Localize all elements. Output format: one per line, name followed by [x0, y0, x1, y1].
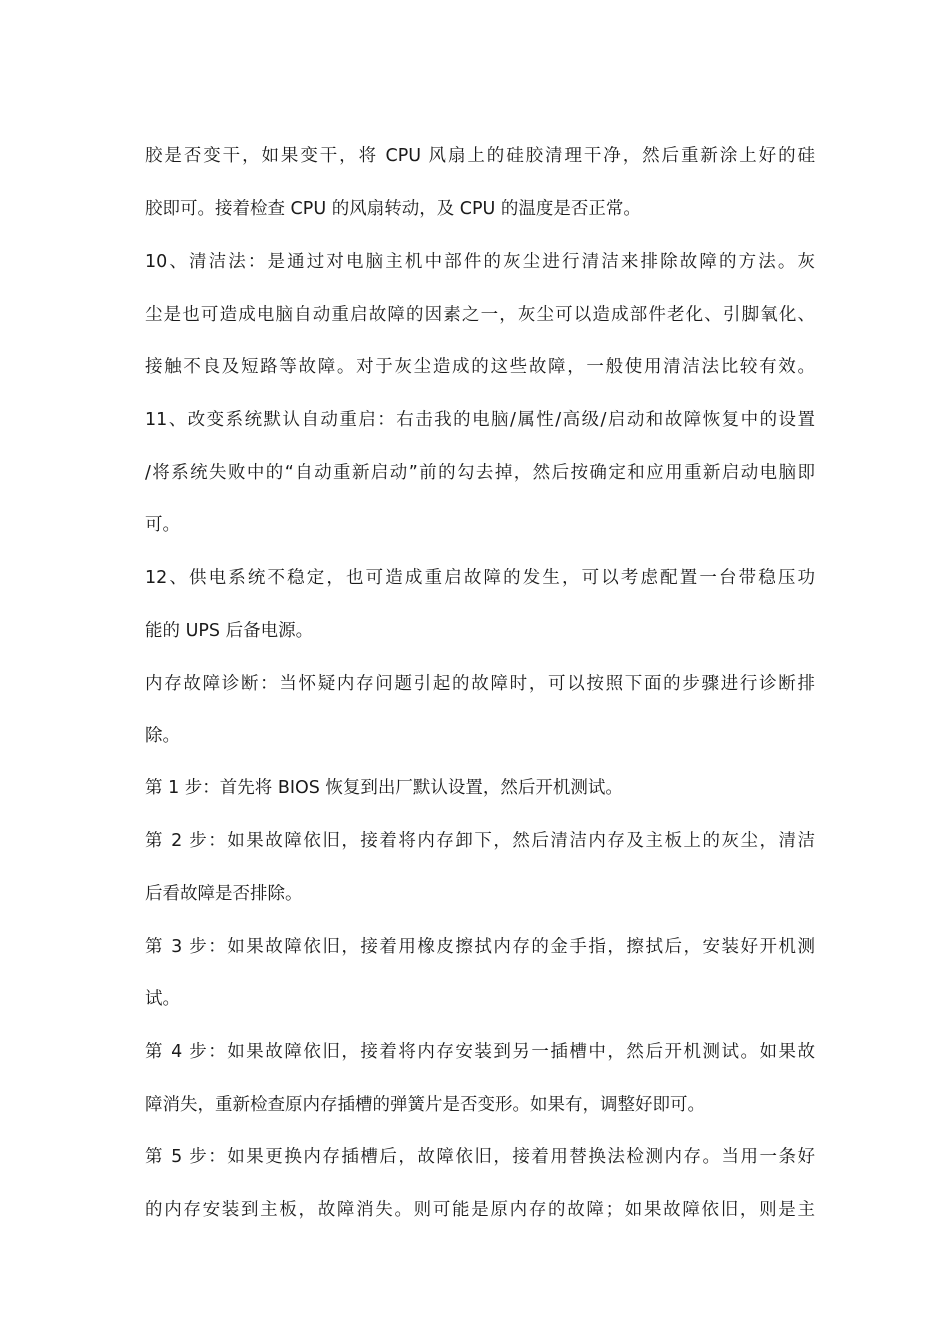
- text-line: 试。: [145, 989, 180, 1009]
- text-line: 障消失，重新检查原内存插槽的弹簧片是否变形。如果有，调整好即可。: [145, 1095, 705, 1115]
- text-line: 接触不良及短路等故障。对于灰尘造成的这些故障，一般使用清洁法比较有效。: [145, 357, 815, 377]
- text-line: 11、改变系统默认自动重启：右击我的电脑/属性/高级/启动和故障恢复中的设置: [145, 410, 815, 430]
- text-line: 第 1 步：首先将 BIOS 恢复到出厂默认设置，然后开机测试。: [145, 778, 623, 798]
- text-line: 后看故障是否排除。: [145, 884, 303, 904]
- text-line: 10、清洁法：是通过对电脑主机中部件的灰尘进行清洁来排除故障的方法。灰: [145, 252, 815, 272]
- text-line: 内存故障诊断：当怀疑内存问题引起的故障时，可以按照下面的步骤进行诊断排: [145, 674, 815, 694]
- text-line: 第 2 步：如果故障依旧，接着将内存卸下，然后清洁内存及主板上的灰尘，清洁: [145, 831, 815, 851]
- text-line: 尘是也可造成电脑自动重启故障的因素之一，灰尘可以造成部件老化、引脚氧化、: [145, 305, 815, 325]
- text-line: 第 4 步：如果故障依旧，接着将内存安装到另一插槽中，然后开机测试。如果故: [145, 1042, 815, 1062]
- text-line: 胶是否变干，如果变干，将 CPU 风扇上的硅胶清理干净，然后重新涂上好的硅: [145, 146, 815, 166]
- text-line: 的内存安装到主板，故障消失。则可能是原内存的故障；如果故障依旧，则是主: [145, 1200, 815, 1220]
- text-line: 12、供电系统不稳定，也可造成重启故障的发生，可以考虑配置一台带稳压功: [145, 568, 815, 588]
- text-line: 能的 UPS 后备电源。: [145, 621, 314, 641]
- text-line: 可。: [145, 515, 180, 535]
- text-line: 第 3 步：如果故障依旧，接着用橡皮擦拭内存的金手指，擦拭后，安装好开机测: [145, 937, 815, 957]
- text-line: 除。: [145, 726, 180, 746]
- text-line: 第 5 步：如果更换内存插槽后，故障依旧，接着用替换法检测内存。当用一条好: [145, 1147, 815, 1167]
- text-line: 胶即可。接着检查 CPU 的风扇转动，及 CPU 的温度是否正常。: [145, 199, 641, 219]
- text-line: /将系统失败中的“自动重新启动”前的勾去掉，然后按确定和应用重新启动电脑即: [145, 463, 815, 483]
